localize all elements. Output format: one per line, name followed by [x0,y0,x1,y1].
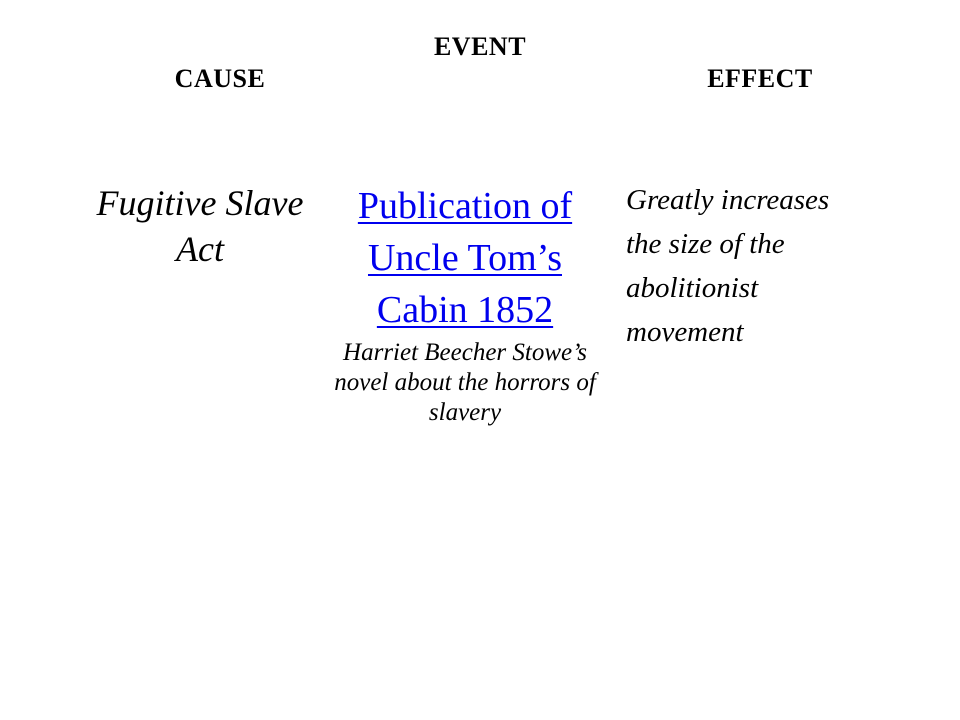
effect-header: EFFECT [707,64,813,93]
cause-text: Fugitive Slave Act [96,183,304,269]
event-description: Harriet Beecher Stowe’s novel about the horrors of slavery [334,339,596,426]
event-header: EVENT [433,32,527,61]
cause-header: CAUSE [174,64,266,93]
event-link[interactable]: Publication of Uncle Tom’s Cabin 1852 [357,185,573,331]
event-column [330,180,600,428]
effect-text: Greatly increases the size of the abolitionist movement [626,184,830,348]
